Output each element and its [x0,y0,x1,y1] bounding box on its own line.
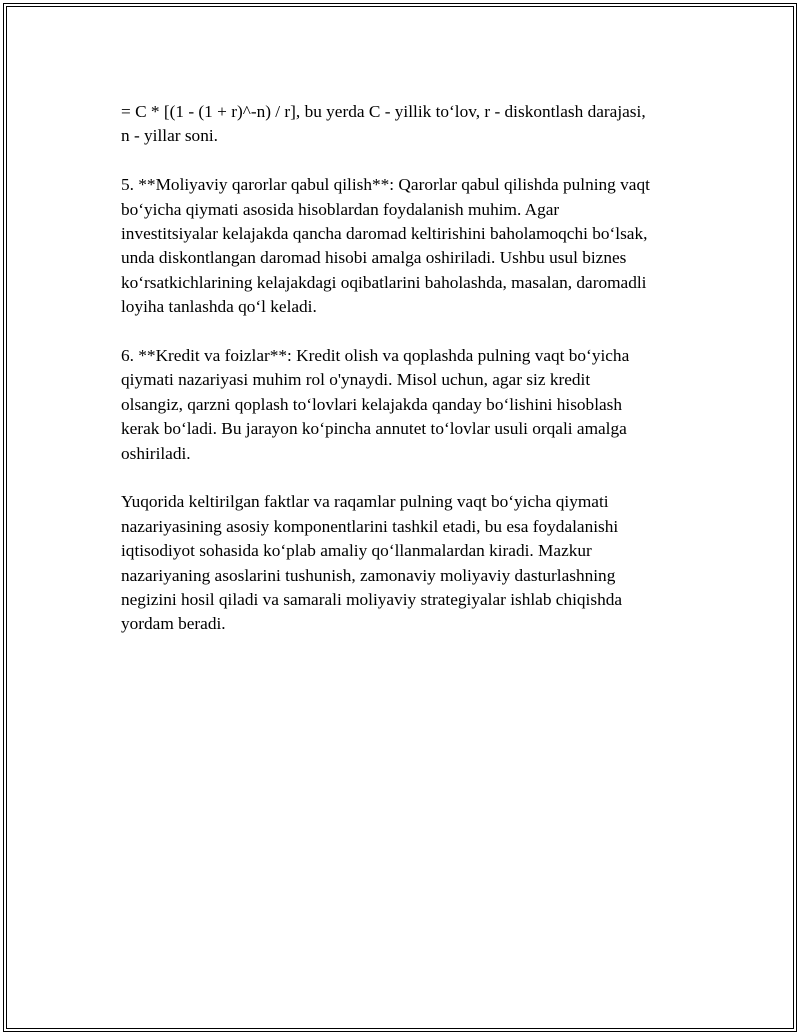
text-line: negizini hosil qiladi va samarali moliyaviy strategiyalar ishlab chiqishda [121,590,623,610]
paragraph-formula-continuation [121,100,701,149]
paragraph-financial-decisions [121,173,701,319]
paragraph-credit-interest [121,344,701,466]
text-line: bo‘yicha qiymati asosida hisoblardan foydalanish muhim. Agar [121,199,560,219]
document-page [3,3,797,1032]
document-body [121,100,701,661]
text-line: Yuqorida keltirilgan faktlar va raqamlar pulning vaqt bo‘yicha qiymati [121,492,609,512]
text-line: 5. **Moliyaviy qarorlar qabul qilish**: Qarorlar qabul qilishda pulning vaqt [121,175,650,195]
text-line: qiymati nazariyasi muhim rol o'ynaydi. Misol uchun, agar siz kredit [121,370,591,390]
text-line: kerak bo‘ladi. Bu jarayon ko‘pincha annutet to‘lovlar usuli orqali amalga [121,419,627,439]
text-line: investitsiyalar kelajakda qancha daromad keltirishini baholamoqchi bo‘lsak, [121,224,648,244]
text-line: nazariyasining asosiy komponentlarini tashkil etadi, bu esa foydalanishi [121,516,619,536]
paragraph-conclusion [121,490,701,636]
text-line: olsangiz, qarzni qoplash to‘lovlari kelajakda qanday bo‘lishini hisoblash [121,394,623,414]
text-line: 6. **Kredit va foizlar**: Kredit olish va qoplashda pulning vaqt bo‘yicha [121,346,630,366]
text-line: = C * [(1 - (1 + r)^-n) / r], bu yerda C - yillik to‘lov, r - diskontlash darajasi, [121,102,646,121]
text-line: ko‘rsatkichlarining kelajakdagi oqibatlarini baholashda, masalan, daromadli [121,272,647,292]
text-line: unda diskontlangan daromad hisobi amalga oshiriladi. Ushbu usul biznes [121,248,627,268]
text-line: nazariyaning asoslarini tushunish, zamonaviy moliyaviy dasturlashning [121,565,616,585]
text-line: yordam beradi. [121,614,226,634]
text-line: iqtisodiyot sohasida ko‘plab amaliy qo‘llanmalardan kiradi. Mazkur [121,541,592,561]
text-line: loyiha tanlashda qo‘l keladi. [121,297,317,317]
text-line: n - yillar soni. [121,126,218,146]
text-line: oshiriladi. [121,443,191,463]
